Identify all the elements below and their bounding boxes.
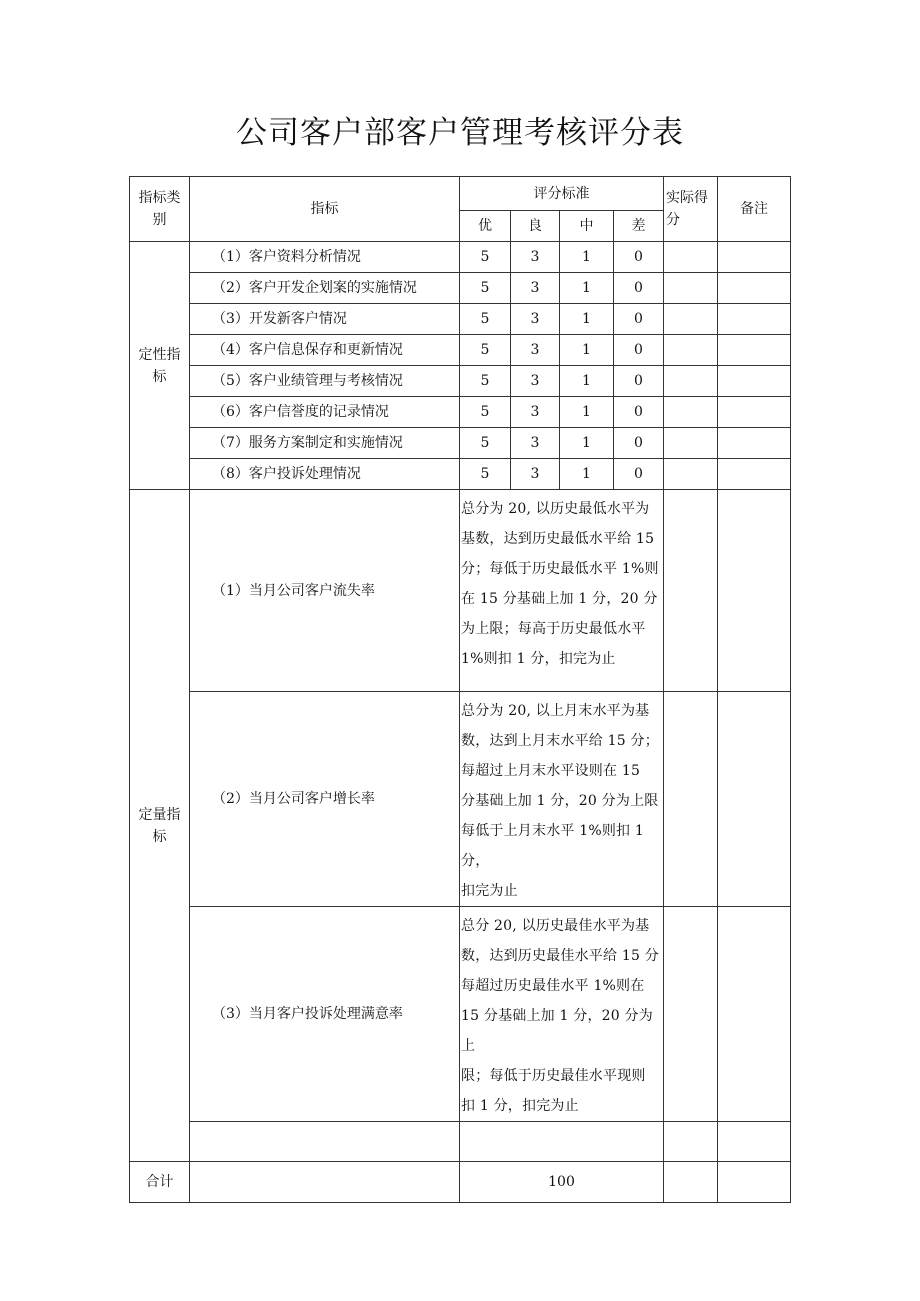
- score-cell: 1: [560, 242, 614, 273]
- indicator-name: （7）服务方案制定和实施情况: [190, 428, 460, 459]
- remark-cell[interactable]: [718, 428, 791, 459]
- remark-cell[interactable]: [718, 273, 791, 304]
- scoring-description: [460, 490, 664, 692]
- score-cell: 0: [614, 335, 664, 366]
- scoring-description: [460, 907, 664, 1122]
- header-indicator: 指标: [190, 177, 460, 242]
- indicator-name[interactable]: [190, 1122, 460, 1162]
- actual-score-cell[interactable]: [664, 397, 718, 428]
- table-row: [130, 397, 791, 428]
- indicator-name: （4）客户信息保存和更新情况: [190, 335, 460, 366]
- remark-cell[interactable]: [718, 304, 791, 335]
- table-row: [130, 242, 791, 273]
- table-row: [130, 273, 791, 304]
- score-cell: 1: [560, 397, 614, 428]
- actual-score-cell[interactable]: [664, 490, 718, 692]
- remark-cell[interactable]: [718, 242, 791, 273]
- actual-score-cell[interactable]: [664, 907, 718, 1122]
- score-cell: 1: [560, 459, 614, 490]
- score-cell: 3: [511, 273, 560, 304]
- grade-poor: 差: [614, 211, 664, 242]
- desc-line: 总分为 20, 以上月末水平为基: [461, 703, 650, 719]
- desc-line: 分；每低于历史最低水平 1%则: [461, 561, 659, 577]
- score-cell: 3: [511, 428, 560, 459]
- indicator-name: （1）客户资料分析情况: [190, 242, 460, 273]
- table-row: [130, 907, 791, 1122]
- score-cell: 3: [511, 335, 560, 366]
- score-cell: 5: [460, 366, 511, 397]
- total-indicator-cell: [190, 1162, 460, 1203]
- actual-score-cell[interactable]: [664, 428, 718, 459]
- table-row: [130, 335, 791, 366]
- header-category: 指标类别: [130, 177, 190, 242]
- table-row: [130, 490, 791, 692]
- score-cell: 1: [560, 273, 614, 304]
- header-row-1: [130, 177, 791, 211]
- desc-line: 限；每低于历史最佳水平现则: [461, 1068, 646, 1084]
- score-cell: 0: [614, 459, 664, 490]
- indicator-name: （6）客户信誉度的记录情况: [190, 397, 460, 428]
- desc-line: 扣完为止: [461, 883, 518, 899]
- total-value: 100: [460, 1162, 664, 1203]
- desc-line: 为上限；每高于历史最低水平: [461, 621, 646, 637]
- score-cell: 3: [511, 397, 560, 428]
- document-title: 公司客户部客户管理考核评分表: [236, 115, 684, 151]
- actual-score-cell[interactable]: [664, 366, 718, 397]
- desc-line: 每低于上月末水平 1%则扣 1 分，: [461, 823, 645, 869]
- quantitative-category: 定量指标: [130, 490, 190, 1162]
- grade-good: 良: [511, 211, 560, 242]
- actual-score-cell[interactable]: [664, 273, 718, 304]
- score-cell: 0: [614, 366, 664, 397]
- desc-line: 总分 20, 以历史最佳水平为基: [461, 918, 650, 934]
- desc-line: 每超过历史最佳水平 1%则在: [461, 978, 645, 994]
- score-cell: 5: [460, 273, 511, 304]
- indicator-name: （3）开发新客户情况: [190, 304, 460, 335]
- score-cell: 5: [460, 304, 511, 335]
- remark-cell[interactable]: [718, 907, 791, 1122]
- score-cell: 5: [460, 459, 511, 490]
- score-cell: 0: [614, 273, 664, 304]
- score-cell: 0: [614, 304, 664, 335]
- actual-score-cell[interactable]: [664, 459, 718, 490]
- table-row: [130, 459, 791, 490]
- desc-line: 15 分基础上加 1 分，20 分为上: [461, 1008, 653, 1054]
- total-row: [130, 1162, 791, 1203]
- score-cell: 5: [460, 397, 511, 428]
- actual-score-cell[interactable]: [664, 335, 718, 366]
- desc-line: 1%则扣 1 分，扣完为止: [461, 651, 616, 667]
- indicator-name: （8）客户投诉处理情况: [190, 459, 460, 490]
- scoring-description: [460, 692, 664, 907]
- desc-line: 在 15 分基础上加 1 分，20 分: [461, 591, 658, 607]
- score-cell: 5: [460, 335, 511, 366]
- indicator-name: （5）客户业绩管理与考核情况: [190, 366, 460, 397]
- scoring-description[interactable]: [460, 1122, 664, 1162]
- table-row: [130, 304, 791, 335]
- remark-cell[interactable]: [718, 1122, 791, 1162]
- remark-cell[interactable]: [718, 1162, 791, 1203]
- desc-line: 数，达到历史最佳水平给 15 分: [461, 948, 659, 964]
- indicator-name: （2）当月公司客户增长率: [190, 692, 460, 907]
- score-cell: 3: [511, 459, 560, 490]
- desc-line: 数，达到上月末水平给 15 分；: [461, 733, 659, 749]
- desc-line: 总分为 20, 以历史最低水平为: [461, 501, 650, 517]
- actual-score-cell[interactable]: [664, 692, 718, 907]
- desc-line: 每超过上月末水平设则在 15: [461, 763, 641, 779]
- score-cell: 1: [560, 428, 614, 459]
- grade-excellent: 优: [460, 211, 511, 242]
- remark-cell[interactable]: [718, 692, 791, 907]
- indicator-name: （1）当月公司客户流失率: [190, 490, 460, 692]
- actual-score-cell[interactable]: [664, 1162, 718, 1203]
- remark-cell[interactable]: [718, 335, 791, 366]
- header-remark: 备注: [718, 177, 791, 242]
- table-row: [130, 366, 791, 397]
- score-cell: 5: [460, 428, 511, 459]
- header-actual-score: 实际得分: [664, 177, 718, 242]
- score-cell: 1: [560, 304, 614, 335]
- remark-cell[interactable]: [718, 490, 791, 692]
- remark-cell[interactable]: [718, 366, 791, 397]
- indicator-name: （3）当月客户投诉处理满意率: [190, 907, 460, 1122]
- table-row-empty: [130, 1122, 791, 1162]
- score-cell: 0: [614, 397, 664, 428]
- remark-cell[interactable]: [718, 397, 791, 428]
- score-cell: 1: [560, 366, 614, 397]
- actual-score-cell[interactable]: [664, 1122, 718, 1162]
- qualitative-category: 定性指标: [130, 242, 190, 490]
- actual-score-cell[interactable]: [664, 242, 718, 273]
- score-cell: 5: [460, 242, 511, 273]
- indicator-name: （2）客户开发企划案的实施情况: [190, 273, 460, 304]
- score-cell: 0: [614, 428, 664, 459]
- score-cell: 1: [560, 335, 614, 366]
- table-row: [130, 428, 791, 459]
- header-standard: 评分标准: [460, 177, 664, 211]
- score-cell: 0: [614, 242, 664, 273]
- remark-cell[interactable]: [718, 459, 791, 490]
- table-row: [130, 692, 791, 907]
- desc-line: 基数，达到历史最低水平给 15: [461, 531, 655, 547]
- desc-line: 扣 1 分，扣完为止: [461, 1098, 579, 1114]
- score-table: [129, 176, 791, 1203]
- grade-medium: 中: [560, 211, 614, 242]
- score-cell: 3: [511, 242, 560, 273]
- desc-line: 分基础上加 1 分，20 分为上限: [461, 793, 659, 809]
- score-cell: 3: [511, 304, 560, 335]
- total-label: 合计: [130, 1162, 190, 1203]
- score-cell: 3: [511, 366, 560, 397]
- actual-score-cell[interactable]: [664, 304, 718, 335]
